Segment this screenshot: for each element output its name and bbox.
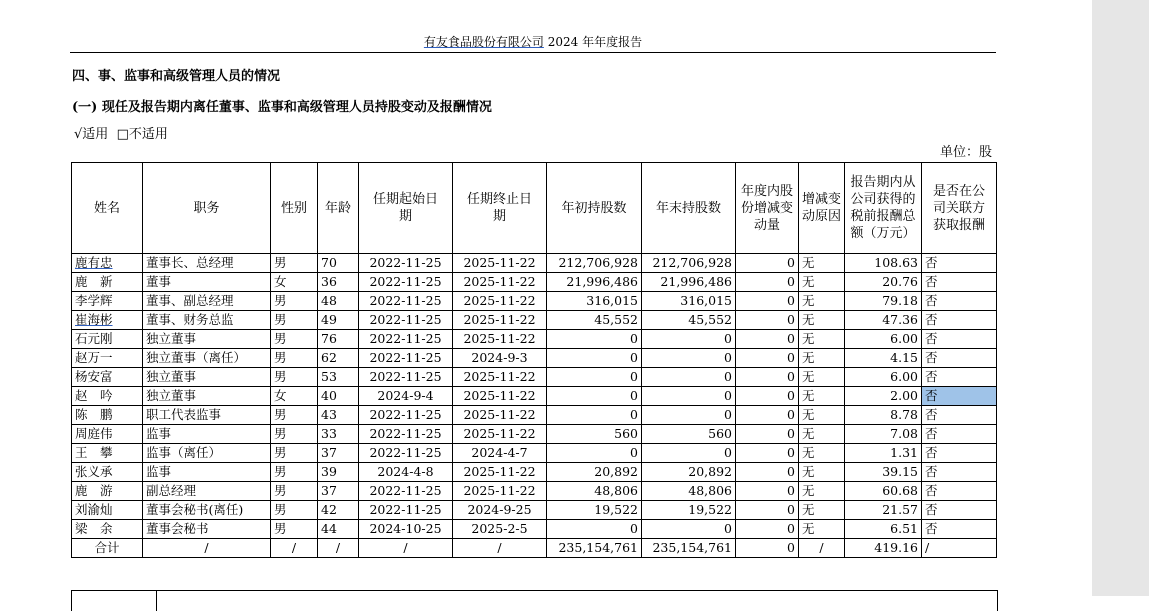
change-cell: 0 <box>736 444 799 463</box>
age-cell: 53 <box>318 368 359 387</box>
begin-shares-cell: 0 <box>547 444 642 463</box>
applicable-option: √适用 <box>74 127 109 142</box>
related-cell: / <box>922 539 997 558</box>
age-cell: 42 <box>318 501 359 520</box>
gender-cell: / <box>271 539 318 558</box>
not-applicable-option: □不适用 <box>116 127 168 142</box>
end-date-cell: 2025-11-22 <box>453 463 547 482</box>
table-row <box>72 520 997 539</box>
name-cell: 鹿 新 <box>72 273 143 292</box>
related-cell: 否 <box>922 463 997 482</box>
change-cell: 0 <box>736 273 799 292</box>
pay-cell: 39.15 <box>845 463 922 482</box>
reason-cell: 无 <box>799 292 845 311</box>
name-cell: 崔海彬 <box>72 311 143 330</box>
related-cell: 否 <box>922 406 997 425</box>
age-cell: 37 <box>318 482 359 501</box>
end-date-cell: 2025-11-22 <box>453 292 547 311</box>
start-date-cell: / <box>359 539 453 558</box>
table-row <box>72 463 997 482</box>
age-cell: 49 <box>318 311 359 330</box>
report-name: 2024 年年度报告 <box>547 35 643 49</box>
name-cell: 鹿 游 <box>72 482 143 501</box>
name-cell: 赵 吟 <box>72 387 143 406</box>
related-cell: 否 <box>922 349 997 368</box>
title-cell: / <box>143 539 271 558</box>
total-row <box>72 539 997 558</box>
start-date-cell: 2022-11-25 <box>359 406 453 425</box>
table-row <box>72 425 997 444</box>
unit-label: 单位：股 <box>940 145 993 160</box>
end-shares-cell: 316,015 <box>642 292 736 311</box>
column-header: 任期起始日期 <box>359 163 453 254</box>
end-shares-cell: 235,154,761 <box>642 539 736 558</box>
column-header: 性别 <box>271 163 318 254</box>
gender-cell: 男 <box>271 330 318 349</box>
reason-cell: 无 <box>799 482 845 501</box>
next-table-top <box>71 590 998 611</box>
reason-cell: 无 <box>799 444 845 463</box>
reason-cell: 无 <box>799 520 845 539</box>
change-cell: 0 <box>736 520 799 539</box>
title-cell: 董事、财务总监 <box>143 311 271 330</box>
age-cell: 33 <box>318 425 359 444</box>
name-cell: 合计 <box>72 539 143 558</box>
name-cell: 赵万一 <box>72 349 143 368</box>
column-header: 年末持股数 <box>642 163 736 254</box>
name-cell: 李学辉 <box>72 292 143 311</box>
age-cell: 37 <box>318 444 359 463</box>
start-date-cell: 2022-11-25 <box>359 292 453 311</box>
scrollbar-track[interactable] <box>1092 0 1149 596</box>
related-cell: 否 <box>922 482 997 501</box>
change-cell: 0 <box>736 368 799 387</box>
change-cell: 0 <box>736 501 799 520</box>
start-date-cell: 2022-11-25 <box>359 368 453 387</box>
change-cell: 0 <box>736 387 799 406</box>
section-title: 四、事、监事和高级管理人员的情况 <box>72 69 281 84</box>
table-row <box>72 349 997 368</box>
change-cell: 0 <box>736 425 799 444</box>
change-cell: 0 <box>736 330 799 349</box>
end-shares-cell: 45,552 <box>642 311 736 330</box>
end-date-cell: 2025-11-22 <box>453 330 547 349</box>
begin-shares-cell: 0 <box>547 349 642 368</box>
age-cell: 48 <box>318 292 359 311</box>
begin-shares-cell: 560 <box>547 425 642 444</box>
title-cell: 职工代表监事 <box>143 406 271 425</box>
change-cell: 0 <box>736 406 799 425</box>
begin-shares-cell: 316,015 <box>547 292 642 311</box>
title-cell: 董事、副总经理 <box>143 292 271 311</box>
pay-cell: 79.18 <box>845 292 922 311</box>
pay-cell: 20.76 <box>845 273 922 292</box>
table-row <box>72 330 997 349</box>
gender-cell: 男 <box>271 254 318 273</box>
begin-shares-cell: 0 <box>547 368 642 387</box>
pay-cell: 6.00 <box>845 368 922 387</box>
end-date-cell: 2025-11-22 <box>453 406 547 425</box>
end-shares-cell: 0 <box>642 330 736 349</box>
pay-cell: 47.36 <box>845 311 922 330</box>
begin-shares-cell: 0 <box>547 520 642 539</box>
title-cell: 董事 <box>143 273 271 292</box>
related-cell: 否 <box>922 368 997 387</box>
begin-shares-cell: 235,154,761 <box>547 539 642 558</box>
end-date-cell: 2025-11-22 <box>453 368 547 387</box>
table-row <box>72 444 997 463</box>
column-header: 增减变动原因 <box>799 163 845 254</box>
begin-shares-cell: 20,892 <box>547 463 642 482</box>
related-cell: 否 <box>922 273 997 292</box>
related-cell: 否 <box>922 292 997 311</box>
reason-cell: 无 <box>799 349 845 368</box>
age-cell: 70 <box>318 254 359 273</box>
end-date-cell: 2024-9-3 <box>453 349 547 368</box>
pay-cell: 419.16 <box>845 539 922 558</box>
table-header-row <box>72 163 997 254</box>
age-cell: / <box>318 539 359 558</box>
start-date-cell: 2024-9-4 <box>359 387 453 406</box>
reason-cell: 无 <box>799 368 845 387</box>
start-date-cell: 2022-11-25 <box>359 330 453 349</box>
pay-cell: 60.68 <box>845 482 922 501</box>
pay-cell: 1.31 <box>845 444 922 463</box>
begin-shares-cell: 45,552 <box>547 311 642 330</box>
applicability-line <box>74 126 168 144</box>
end-shares-cell: 21,996,486 <box>642 273 736 292</box>
column-header: 姓名 <box>72 163 143 254</box>
table-row <box>72 273 997 292</box>
title-cell: 董事长、总经理 <box>143 254 271 273</box>
gender-cell: 男 <box>271 520 318 539</box>
reason-cell: 无 <box>799 311 845 330</box>
title-cell: 董事会秘书(离任) <box>143 501 271 520</box>
begin-shares-cell: 0 <box>547 387 642 406</box>
gender-cell: 男 <box>271 425 318 444</box>
name-cell: 杨安富 <box>72 368 143 387</box>
title-cell: 独立董事 <box>143 387 271 406</box>
start-date-cell: 2022-11-25 <box>359 425 453 444</box>
begin-shares-cell: 48,806 <box>547 482 642 501</box>
end-shares-cell: 48,806 <box>642 482 736 501</box>
pay-cell: 6.51 <box>845 520 922 539</box>
age-cell: 62 <box>318 349 359 368</box>
title-cell: 独立董事 <box>143 330 271 349</box>
column-header: 任期终止日期 <box>453 163 547 254</box>
end-date-cell: 2025-11-22 <box>453 387 547 406</box>
column-header: 是否在公司关联方获取报酬 <box>922 163 997 254</box>
name-cell: 刘渝灿 <box>72 501 143 520</box>
pay-cell: 21.57 <box>845 501 922 520</box>
company-name: 有友食品股份有限公司 <box>423 35 544 49</box>
age-cell: 36 <box>318 273 359 292</box>
end-date-cell: 2025-11-22 <box>453 482 547 501</box>
gender-cell: 男 <box>271 463 318 482</box>
related-cell: 否 <box>922 387 997 406</box>
end-shares-cell: 19,522 <box>642 501 736 520</box>
table-row <box>72 254 997 273</box>
reason-cell: / <box>799 539 845 558</box>
table-row <box>72 406 997 425</box>
holdings-table <box>71 162 997 558</box>
table-row <box>72 311 997 330</box>
change-cell: 0 <box>736 292 799 311</box>
reason-cell: 无 <box>799 501 845 520</box>
pay-cell: 4.15 <box>845 349 922 368</box>
column-header: 年龄 <box>318 163 359 254</box>
reason-cell: 无 <box>799 425 845 444</box>
related-cell: 否 <box>922 254 997 273</box>
related-cell: 否 <box>922 425 997 444</box>
change-cell: 0 <box>736 539 799 558</box>
gender-cell: 男 <box>271 368 318 387</box>
end-date-cell: / <box>453 539 547 558</box>
reason-cell: 无 <box>799 254 845 273</box>
end-date-cell: 2025-2-5 <box>453 520 547 539</box>
header-divider <box>70 52 996 53</box>
title-cell: 监事 <box>143 463 271 482</box>
end-shares-cell: 212,706,928 <box>642 254 736 273</box>
start-date-cell: 2022-11-25 <box>359 273 453 292</box>
title-cell: 副总经理 <box>143 482 271 501</box>
end-shares-cell: 0 <box>642 368 736 387</box>
title-cell: 董事会秘书 <box>143 520 271 539</box>
related-cell: 否 <box>922 520 997 539</box>
title-cell: 监事 <box>143 425 271 444</box>
gender-cell: 男 <box>271 406 318 425</box>
age-cell: 40 <box>318 387 359 406</box>
subsection-title: (一) 现任及报告期内离任董事、监事和高级管理人员持股变动及报酬情况 <box>72 100 492 115</box>
pay-cell: 108.63 <box>845 254 922 273</box>
name-cell: 张义承 <box>72 463 143 482</box>
begin-shares-cell: 19,522 <box>547 501 642 520</box>
name-cell: 陈 鹏 <box>72 406 143 425</box>
begin-shares-cell: 21,996,486 <box>547 273 642 292</box>
start-date-cell: 2024-10-25 <box>359 520 453 539</box>
end-date-cell: 2024-4-7 <box>453 444 547 463</box>
end-date-cell: 2025-11-22 <box>453 425 547 444</box>
table-row <box>72 482 997 501</box>
related-cell: 否 <box>922 311 997 330</box>
begin-shares-cell: 212,706,928 <box>547 254 642 273</box>
pay-cell: 8.78 <box>845 406 922 425</box>
reason-cell: 无 <box>799 406 845 425</box>
change-cell: 0 <box>736 349 799 368</box>
name-cell: 鹿有忠 <box>72 254 143 273</box>
gender-cell: 男 <box>271 482 318 501</box>
gender-cell: 女 <box>271 387 318 406</box>
start-date-cell: 2022-11-25 <box>359 254 453 273</box>
age-cell: 44 <box>318 520 359 539</box>
related-cell: 否 <box>922 501 997 520</box>
end-shares-cell: 0 <box>642 349 736 368</box>
related-cell: 否 <box>922 444 997 463</box>
reason-cell: 无 <box>799 273 845 292</box>
start-date-cell: 2024-4-8 <box>359 463 453 482</box>
gender-cell: 男 <box>271 349 318 368</box>
table-row <box>72 292 997 311</box>
start-date-cell: 2022-11-25 <box>359 349 453 368</box>
change-cell: 0 <box>736 482 799 501</box>
end-date-cell: 2025-11-22 <box>453 311 547 330</box>
end-date-cell: 2025-11-22 <box>453 273 547 292</box>
start-date-cell: 2022-11-25 <box>359 482 453 501</box>
pay-cell: 2.00 <box>845 387 922 406</box>
column-header: 报告期内从公司获得的税前报酬总额（万元） <box>845 163 922 254</box>
title-cell: 监事（离任） <box>143 444 271 463</box>
age-cell: 43 <box>318 406 359 425</box>
gender-cell: 男 <box>271 292 318 311</box>
end-shares-cell: 20,892 <box>642 463 736 482</box>
title-cell: 独立董事（离任） <box>143 349 271 368</box>
column-header: 年度内股份增减变动量 <box>736 163 799 254</box>
table-row <box>72 387 997 406</box>
name-cell: 王 攀 <box>72 444 143 463</box>
end-date-cell: 2024-9-25 <box>453 501 547 520</box>
end-shares-cell: 560 <box>642 425 736 444</box>
table-row <box>72 501 997 520</box>
column-header: 职务 <box>143 163 271 254</box>
pay-cell: 7.08 <box>845 425 922 444</box>
end-shares-cell: 0 <box>642 387 736 406</box>
end-shares-cell: 0 <box>642 520 736 539</box>
gender-cell: 女 <box>271 273 318 292</box>
title-cell: 独立董事 <box>143 368 271 387</box>
start-date-cell: 2022-11-25 <box>359 444 453 463</box>
start-date-cell: 2022-11-25 <box>359 311 453 330</box>
column-header: 年初持股数 <box>547 163 642 254</box>
page-header <box>70 34 996 50</box>
change-cell: 0 <box>736 311 799 330</box>
reason-cell: 无 <box>799 463 845 482</box>
start-date-cell: 2022-11-25 <box>359 501 453 520</box>
age-cell: 39 <box>318 463 359 482</box>
change-cell: 0 <box>736 463 799 482</box>
end-shares-cell: 0 <box>642 406 736 425</box>
reason-cell: 无 <box>799 387 845 406</box>
related-cell: 否 <box>922 330 997 349</box>
end-shares-cell: 0 <box>642 444 736 463</box>
change-cell: 0 <box>736 254 799 273</box>
name-cell: 梁 余 <box>72 520 143 539</box>
gender-cell: 男 <box>271 444 318 463</box>
gender-cell: 男 <box>271 311 318 330</box>
table-row <box>72 368 997 387</box>
reason-cell: 无 <box>799 330 845 349</box>
gender-cell: 男 <box>271 501 318 520</box>
begin-shares-cell: 0 <box>547 406 642 425</box>
name-cell: 石元刚 <box>72 330 143 349</box>
pay-cell: 6.00 <box>845 330 922 349</box>
age-cell: 76 <box>318 330 359 349</box>
begin-shares-cell: 0 <box>547 330 642 349</box>
end-date-cell: 2025-11-22 <box>453 254 547 273</box>
name-cell: 周庭伟 <box>72 425 143 444</box>
